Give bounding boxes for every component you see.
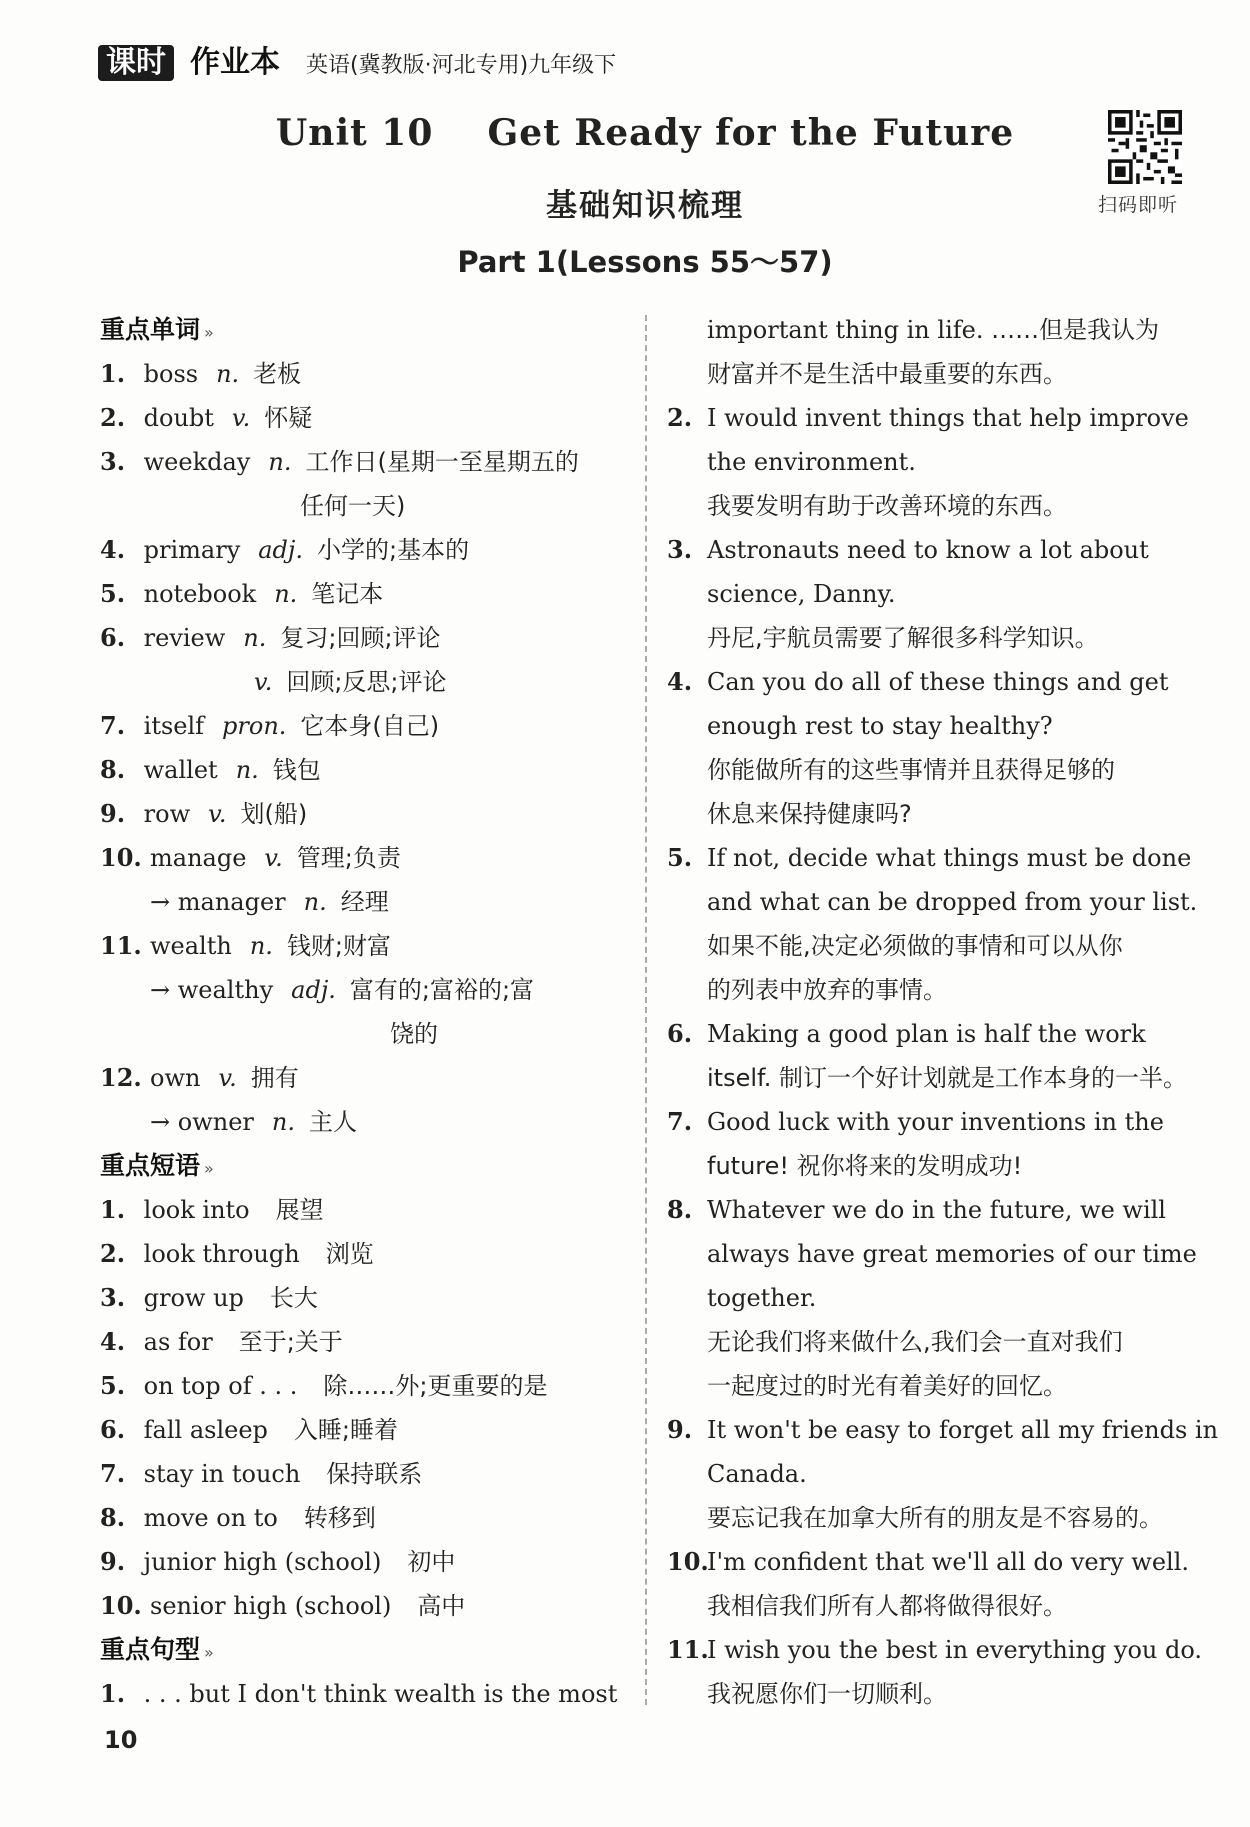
- column-divider: [645, 315, 647, 1705]
- book-subtitle: 英语(冀教版·河北专用)九年级下: [306, 53, 617, 78]
- sentence-english: It won't be easy to forget all my friends in: [707, 1416, 1219, 1444]
- phrase-item: 3. grow up 长大: [100, 1283, 318, 1312]
- phrase-item: 1. look into 展望: [100, 1195, 324, 1224]
- sentence-translation: 的列表中放弃的事情。: [707, 976, 947, 1004]
- sentence-item: [667, 660, 1197, 836]
- sentences-heading: 重点句型 »: [100, 1635, 214, 1664]
- sentence-item: [667, 1012, 1197, 1100]
- page-number: 10: [104, 1726, 138, 1754]
- sentence-number: 4.: [667, 667, 693, 696]
- sentence-item: [667, 1408, 1219, 1540]
- sentence-item: [667, 1540, 1197, 1628]
- phrases-heading: 重点短语 »: [100, 1151, 214, 1180]
- word-item: 1. boss n. 老板: [100, 359, 302, 388]
- arrow-icon: →: [150, 976, 171, 1004]
- sentence-mixed: future! 祝你将来的发明成功!: [707, 1152, 1023, 1180]
- word-item: 2. doubt v. 怀疑: [100, 403, 313, 432]
- sentence-number: 9.: [667, 1415, 693, 1444]
- sentence-translation: 一起度过的时光有着美好的回忆。: [707, 1372, 1067, 1400]
- word-derivative: → manager n. 经理: [150, 888, 389, 916]
- sentence-item: [667, 528, 1197, 660]
- word-item: 9. row v. 划(船): [100, 799, 308, 828]
- word-item: 4. primary adj. 小学的;基本的: [100, 535, 470, 564]
- sentence-translation: 你能做所有的这些事情并且获得足够的: [707, 756, 1115, 784]
- sentence-english: enough rest to stay healthy?: [707, 712, 1053, 740]
- sentence-number: 10.: [667, 1547, 709, 1576]
- phrase-item: 6. fall asleep 入睡;睡着: [100, 1415, 398, 1444]
- word-item: 7. itself pron. 它本身(自己): [100, 711, 440, 740]
- sentence-translation: 我要发明有助于改善环境的东西。: [707, 492, 1067, 520]
- word-item-second-sense: v. 回顾;反思;评论: [254, 668, 447, 696]
- sentence-number: 2.: [667, 403, 693, 432]
- sentence-item: [667, 1188, 1197, 1408]
- word-item: 11. wealth n. 钱财;财富: [100, 931, 392, 960]
- sentence-english: If not, decide what things must be done: [707, 844, 1192, 872]
- sentence-number: 6.: [667, 1019, 693, 1048]
- sentence-translation: 财富并不是生活中最重要的东西。: [707, 360, 1067, 388]
- sentence-translation: 要忘记我在加拿大所有的朋友是不容易的。: [707, 1504, 1163, 1532]
- phrase-item: 8. move on to 转移到: [100, 1503, 376, 1532]
- words-heading: 重点单词 »: [100, 315, 214, 344]
- sentence-english: I wish you the best in everything you do.: [707, 1636, 1203, 1664]
- sentence-english: science, Danny.: [707, 580, 896, 608]
- sentence-item: 1. . . . but I don't think wealth is the most: [100, 1679, 618, 1708]
- sentence-item: [667, 1100, 1197, 1188]
- arrow-icon: →: [150, 1108, 171, 1136]
- sentence-translation: 休息来保持健康吗?: [707, 800, 912, 828]
- part-title: Part 1(Lessons 55～57): [457, 245, 833, 279]
- sentence-english: Can you do all of these things and get: [707, 668, 1169, 696]
- sentence-translation: 如果不能,决定必须做的事情和可以从你: [707, 932, 1123, 960]
- book-title: 作业本: [190, 45, 280, 80]
- sentence-mixed: itself. 制订一个好计划就是工作本身的一半。: [707, 1064, 1187, 1092]
- word-item: 6. review n. 复习;回顾;评论: [100, 623, 441, 652]
- phrase-item: 10. senior high (school) 高中: [100, 1591, 466, 1620]
- sentence-english: I would invent things that help improve: [707, 404, 1189, 432]
- sentence-translation: 无论我们将来做什么,我们会一直对我们: [707, 1328, 1123, 1356]
- sentence-item: [667, 396, 1197, 528]
- sentence-english: Astronauts need to know a lot about: [707, 536, 1149, 564]
- left-column: [100, 308, 630, 1716]
- right-column: [667, 308, 1219, 1716]
- sentence-english: and what can be dropped from your list.: [707, 888, 1198, 916]
- phrase-item: 5. on top of . . . 除……外;更重要的是: [100, 1371, 548, 1400]
- sentence-english: I'm confident that we'll all do very well.: [707, 1548, 1190, 1576]
- sentence-item: [667, 1628, 1203, 1716]
- word-derivative: → owner n. 主人: [150, 1108, 357, 1136]
- sentence-english: Canada.: [707, 1460, 807, 1488]
- sentence-number: 5.: [667, 843, 693, 872]
- sentence-number: 8.: [667, 1195, 693, 1224]
- sentence-list: [667, 396, 1219, 1716]
- phrase-item: 4. as for 至于;关于: [100, 1327, 343, 1356]
- sentence-number: 3.: [667, 535, 693, 564]
- sentence-continued: important thing in life. ……但是我认为: [707, 316, 1160, 344]
- sentence-english: Whatever we do in the future, we will: [707, 1196, 1166, 1224]
- word-item: 5. notebook n. 笔记本: [100, 579, 384, 608]
- sentence-translation: 我相信我们所有人都将做得很好。: [707, 1592, 1067, 1620]
- word-item-continued: 任何一天): [300, 492, 406, 520]
- arrow-icon: →: [150, 888, 171, 916]
- sentence-english: Good luck with your inventions in the: [707, 1108, 1164, 1136]
- word-derivative-continued: 饶的: [390, 1020, 438, 1048]
- qr-code-icon[interactable]: [1108, 110, 1182, 184]
- phrase-item: 9. junior high (school) 初中: [100, 1547, 456, 1576]
- phrase-item: 7. stay in touch 保持联系: [100, 1459, 423, 1488]
- brand-logo: 课时: [98, 45, 174, 81]
- sentence-english: Making a good plan is half the work: [707, 1020, 1146, 1048]
- sentence-english: together.: [707, 1284, 817, 1312]
- sentence-item: [667, 836, 1197, 1012]
- sentence-number: 11.: [667, 1635, 709, 1664]
- word-item: 10. manage v. 管理;负责: [100, 843, 401, 872]
- word-item: 8. wallet n. 钱包: [100, 755, 321, 784]
- sentence-translation: 我祝愿你们一切顺利。: [707, 1680, 947, 1708]
- sentence-english: the environment.: [707, 448, 916, 476]
- unit-title: Unit 10 Get Ready for the Future: [275, 112, 1015, 154]
- phrase-item: 2. look through 浏览: [100, 1239, 374, 1268]
- word-item: 3. weekday n. 工作日(星期一至星期五的: [100, 447, 579, 476]
- sentence-translation: 丹尼,宇航员需要了解很多科学知识。: [707, 624, 1099, 652]
- section-title: 基础知识梳理: [546, 188, 744, 224]
- sentence-english: always have great memories of our time: [707, 1240, 1197, 1268]
- word-item: 12. own v. 拥有: [100, 1063, 299, 1092]
- word-derivative: → wealthy adj. 富有的;富裕的;富: [150, 976, 535, 1004]
- sentence-number: 7.: [667, 1107, 693, 1136]
- qr-label: 扫码即听: [1098, 194, 1179, 216]
